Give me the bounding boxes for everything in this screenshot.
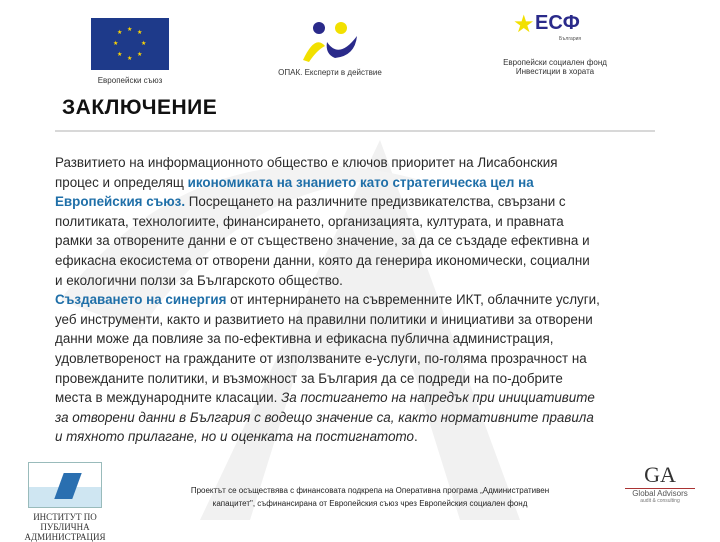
esf-mark: ЕСФ — [535, 12, 580, 34]
opak-icon — [295, 20, 365, 64]
emphasis-text: Европейския съюз. — [55, 194, 186, 210]
star-icon: ★ — [513, 11, 535, 38]
text-line — [55, 310, 600, 330]
text-line — [55, 329, 600, 349]
eu-label: Европейски съюз — [97, 76, 163, 85]
esf-logo — [495, 10, 615, 76]
italic-text: за отворени данни в България с водещо значение са, както нормативните правила — [55, 409, 594, 425]
emphasis-text: Създаването на синергия — [55, 292, 227, 308]
text-run: места в международните класации. — [55, 390, 282, 406]
text-run: рамки за отворените данни е от съществено значение, за да се създаде ефективна и — [55, 233, 590, 249]
text-run: . — [413, 429, 418, 445]
italic-text: За постигането на напредък при инициативите — [281, 390, 595, 406]
text-run: данни може да повлияе за по-ефективна и ефикасна публична администрация, — [55, 331, 554, 347]
italic-text: и тяхното прилагане, но и оценката на постигнатото — [55, 429, 414, 445]
eu-logo — [85, 18, 175, 85]
text-run: ефикасна екосистема от отворени данни, която да генерира икономически, социални — [55, 252, 590, 268]
text-line — [55, 408, 600, 428]
text-line — [55, 251, 600, 271]
eu-flag-icon: ★ ★ ★ ★ ★ ★ ★ ★ — [91, 18, 169, 70]
text-line — [55, 369, 600, 389]
text-line — [55, 388, 600, 408]
ga-sub: audit & consulting — [640, 498, 680, 504]
text-run: процес и определящ — [55, 174, 188, 190]
opak-label: ОПАК. Експерти в действие — [278, 68, 382, 77]
text-line — [55, 290, 600, 310]
text-run: уеб инструменти, както и развитието на правилни политики и инициативи за отворени — [55, 311, 593, 327]
global-advisors-logo — [625, 462, 695, 504]
text-run: и екологични ползи за Българското общество. — [55, 272, 343, 288]
page-title: ЗАКЛЮЧЕНИЕ — [62, 96, 218, 119]
text-run: провежданите политики, и възможност за България да се подреди на по-добрите — [55, 370, 563, 386]
text-run: политиката, технологиите, финансирането, организацията, културата, и правната — [55, 213, 564, 229]
footer-line-1: Проектът се осъществява с финансовата подкрепа на Оперативна програма „Административен — [190, 486, 550, 495]
ga-mark: GA — [644, 462, 676, 487]
footer-funding-text — [160, 484, 580, 510]
text-line — [55, 153, 600, 173]
body-text — [55, 153, 600, 447]
title-divider — [55, 130, 655, 132]
ga-name: Global Advisors — [625, 488, 695, 498]
footer-line-2: капацитет", съфинансирана от Европейския съюз чрез Европейския социален фонд — [212, 499, 528, 508]
emphasis-text: икономиката на знанието като стратегическа цел на — [187, 174, 534, 190]
esf-country: България — [559, 36, 582, 42]
text-line — [55, 349, 600, 369]
text-run: Посрещането на различните предизвикателства, свързани с — [185, 194, 566, 210]
esf-label-2: Инвестиции в хората — [515, 67, 595, 76]
ipa-label-1: ИНСТИТУТ ПО ПУБЛИЧНА — [33, 512, 97, 532]
text-line — [55, 271, 600, 291]
opak-logo — [265, 20, 395, 77]
text-line — [55, 231, 600, 251]
ipa-logo — [10, 462, 120, 542]
ipa-icon — [28, 462, 102, 508]
esf-label-1: Европейски социален фонд — [503, 58, 607, 67]
text-line — [55, 427, 600, 447]
text-line — [55, 212, 600, 232]
text-line — [55, 192, 600, 212]
ipa-label-2: АДМИНИСТРАЦИЯ — [24, 532, 106, 542]
text-run: Развитието на информационното общество е ключов приоритет на Лисабонския — [55, 155, 558, 170]
text-run: от интернирането на съвременните ИКТ, облачните услуги, — [226, 292, 600, 308]
text-run: удовлетвореност на гражданите от използваните е-услуги, по-голяма прозрачност на — [55, 350, 587, 366]
text-line — [55, 173, 600, 193]
